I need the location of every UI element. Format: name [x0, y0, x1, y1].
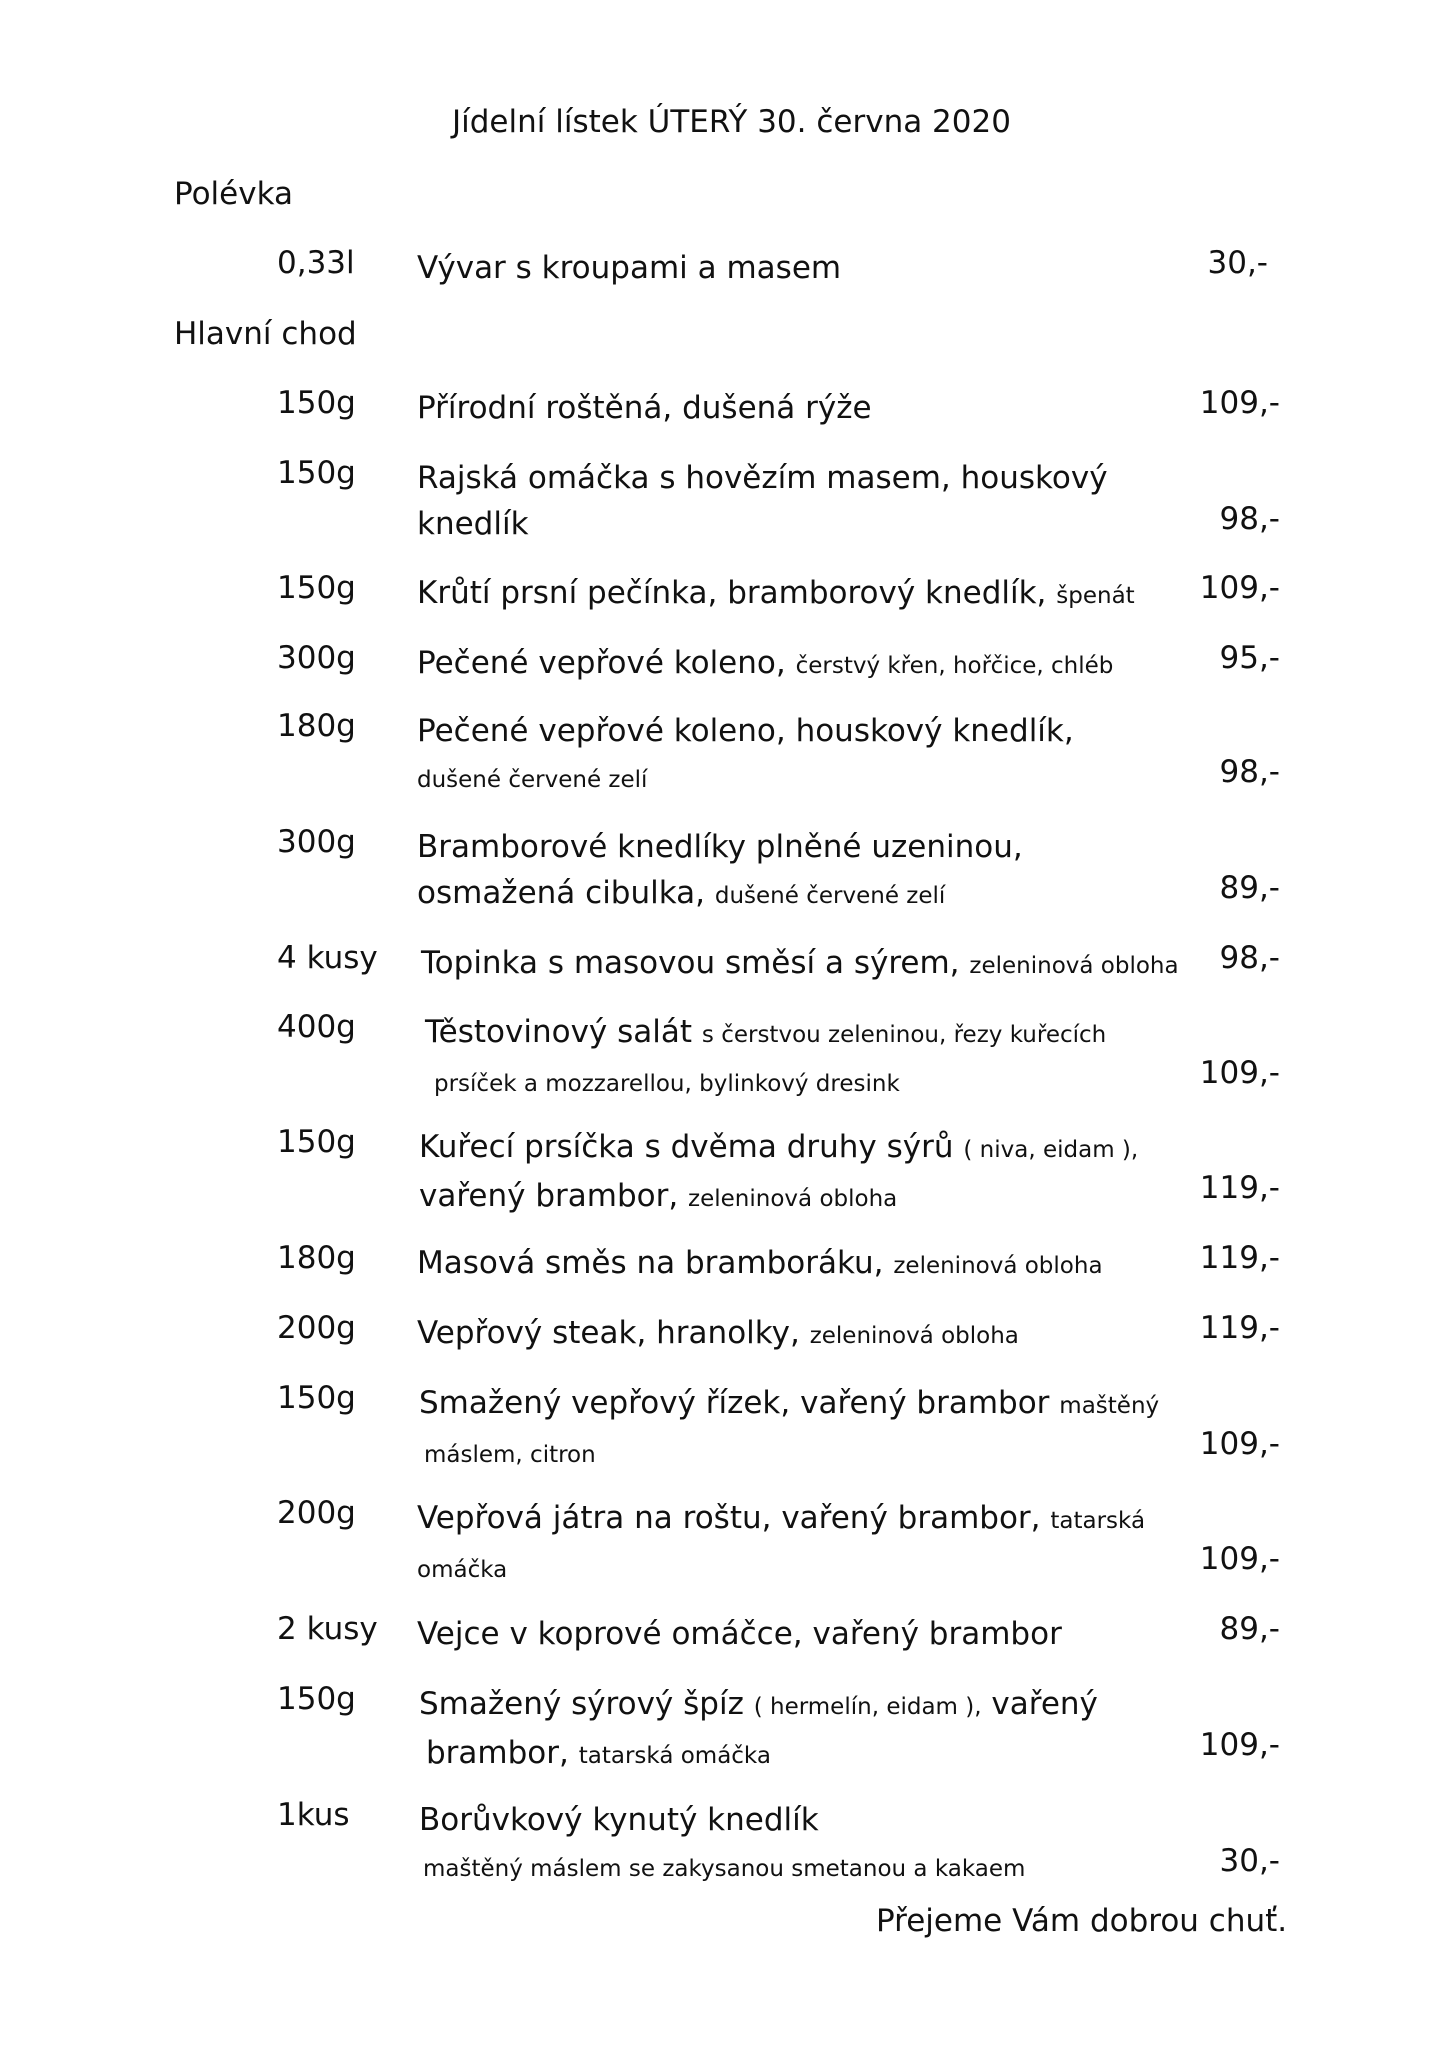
- item-price: 109,-: [1199, 570, 1280, 606]
- closing-message: Přejeme Vám dobrou chuť.: [876, 1903, 1288, 1939]
- item-price: 30,-: [1207, 245, 1268, 281]
- item-name: Smažený sýrový špíz: [419, 1686, 744, 1722]
- item-name: Pečené vepřové koleno, houskový knedlík,: [417, 713, 1074, 749]
- item-name: Krůtí prsní pečínka, bramborový knedlík,: [417, 575, 1047, 611]
- item-note: zeleninová obloha: [969, 953, 1179, 979]
- section-soup: Polévka: [174, 176, 293, 212]
- item-name: Bramborové knedlíky plněné uzeninou,: [417, 829, 1023, 865]
- item-quantity: 180g: [277, 708, 356, 744]
- item-quantity: 400g: [277, 1009, 356, 1045]
- item-quantity: 150g: [277, 570, 356, 606]
- item-note: ( hermelín, eidam ),: [753, 1694, 982, 1720]
- item-price: 98,-: [1219, 501, 1280, 537]
- item-description: [417, 708, 1207, 803]
- item-price: 109,-: [1199, 1727, 1280, 1763]
- item-quantity: 0,33l: [277, 245, 355, 281]
- item-description: [417, 245, 1207, 291]
- item-note: čerstvý křen, hořčice, chléb: [795, 653, 1114, 679]
- item-quantity: 150g: [277, 385, 356, 421]
- item-name: Topinka s masovou směsí a sýrem,: [421, 945, 960, 981]
- item-note-line2: prsíček a mozzarellou, bylinkový dresink: [434, 1071, 900, 1097]
- item-name: Těstovinový salát: [425, 1014, 693, 1050]
- item-name: Kuřecí prsíčka s dvěma druhy sýrů: [419, 1129, 954, 1165]
- item-note: tatarská: [1050, 1508, 1146, 1534]
- item-description: [425, 1009, 1215, 1107]
- item-note: zeleninová obloha: [893, 1253, 1103, 1279]
- item-description: [419, 1797, 1209, 1892]
- item-description: [417, 1495, 1207, 1593]
- item-name: Vývar s kroupami a masem: [417, 250, 842, 286]
- item-quantity: 300g: [277, 640, 356, 676]
- item-description: [417, 1310, 1207, 1359]
- item-price: 109,-: [1199, 1541, 1280, 1577]
- item-note-line2: dušené červené zelí: [417, 767, 648, 793]
- item-description: [419, 1681, 1209, 1779]
- item-price: 119,-: [1199, 1170, 1280, 1206]
- item-name: Smažený vepřový řízek, vařený brambor: [419, 1385, 1050, 1421]
- item-price: 98,-: [1219, 754, 1280, 790]
- item-quantity: 300g: [277, 824, 356, 860]
- item-name: Přírodní roštěná, dušená rýže: [417, 390, 872, 426]
- section-main: Hlavní chod: [174, 316, 357, 352]
- item-quantity: 4 kusy: [277, 940, 378, 976]
- item-description: [417, 385, 1207, 431]
- item-quantity: 150g: [277, 1681, 356, 1717]
- item-quantity: 200g: [277, 1495, 356, 1531]
- item-note-line2: zeleninová obloha: [688, 1186, 898, 1212]
- item-name: Rajská omáčka s hovězím masem, houskový: [417, 460, 1108, 496]
- item-note-line2: omáčka: [417, 1557, 508, 1583]
- item-quantity: 1kus: [277, 1797, 350, 1833]
- item-description: [417, 455, 1207, 547]
- item-price: 98,-: [1219, 940, 1280, 976]
- item-name: Vepřový steak, hranolky,: [417, 1315, 800, 1351]
- item-price: 119,-: [1199, 1240, 1280, 1276]
- item-quantity: 180g: [277, 1240, 356, 1276]
- item-price: 109,-: [1199, 1055, 1280, 1091]
- item-note: s čerstvou zeleninou, řezy kuřecích: [701, 1022, 1107, 1048]
- item-price: 30,-: [1219, 1843, 1280, 1879]
- item-description: [421, 940, 1211, 989]
- item-name-continued: vařený: [991, 1686, 1098, 1722]
- item-note-line2: maštěný máslem se zakysanou smetanou a kakaem: [423, 1856, 1026, 1882]
- item-description: [417, 640, 1207, 689]
- item-note-line2: tatarská omáčka: [578, 1743, 771, 1769]
- item-quantity: 150g: [277, 1380, 356, 1416]
- item-note-line2: máslem, citron: [424, 1442, 596, 1468]
- item-description: [419, 1124, 1209, 1222]
- item-description: [417, 824, 1207, 919]
- item-price: 109,-: [1199, 1426, 1280, 1462]
- item-quantity: 150g: [277, 455, 356, 491]
- item-description: [417, 1611, 1207, 1657]
- item-price: 95,-: [1219, 640, 1280, 676]
- item-quantity: 150g: [277, 1124, 356, 1160]
- item-quantity: 200g: [277, 1310, 356, 1346]
- item-description: [417, 570, 1207, 619]
- item-price: 109,-: [1199, 385, 1280, 421]
- item-name-line2: knedlík: [417, 506, 529, 542]
- item-note: maštěný: [1059, 1393, 1160, 1419]
- item-description: [417, 1240, 1207, 1289]
- item-name: Borůvkový kynutý knedlík: [419, 1802, 819, 1838]
- item-note: špenát: [1056, 583, 1135, 609]
- item-price: 89,-: [1219, 1611, 1280, 1647]
- item-name: Pečené vepřové koleno,: [417, 645, 786, 681]
- item-name-line2: vařený brambor,: [419, 1178, 679, 1214]
- item-price: 89,-: [1219, 870, 1280, 906]
- item-note: ( niva, eidam ),: [963, 1137, 1139, 1163]
- item-price: 119,-: [1199, 1310, 1280, 1346]
- item-name: Masová směs na bramboráku,: [417, 1245, 884, 1281]
- item-note: zeleninová obloha: [809, 1323, 1019, 1349]
- item-description: [419, 1380, 1209, 1478]
- menu-title: Jídelní lístek ÚTERÝ 30. června 2020: [452, 104, 1011, 140]
- item-name: Vepřová játra na roštu, vařený brambor,: [417, 1500, 1041, 1536]
- item-quantity: 2 kusy: [277, 1611, 378, 1647]
- item-name-line2: osmažená cibulka,: [417, 875, 706, 911]
- item-name: Vejce v koprové omáčce, vařený brambor: [417, 1616, 1062, 1652]
- item-note-line2: dušené červené zelí: [714, 883, 946, 909]
- item-name-line2: brambor,: [426, 1735, 569, 1771]
